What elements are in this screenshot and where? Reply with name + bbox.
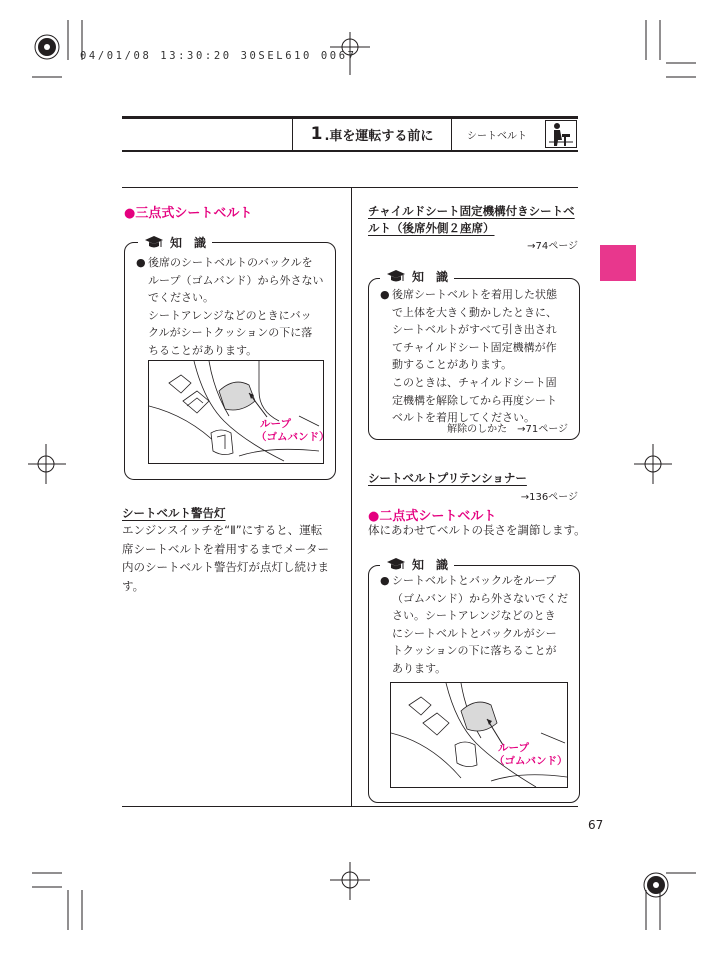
rubber-band-label: （ゴムバンド） [494, 755, 568, 767]
bullet-mark: ● [136, 256, 146, 269]
child-seat-heading-line-1: チャイルドシート固定機構付きシートベ [368, 204, 575, 218]
buckle-figure-right [390, 682, 568, 788]
loop-label: ループ [260, 418, 291, 430]
text-line: でください。 [148, 291, 214, 305]
text-line: 内のシートベルト警告灯が点灯し続けま [122, 560, 329, 574]
text-line: す。 [122, 578, 145, 593]
text-line: トクッションの下に落ちることが [392, 644, 557, 658]
content-top-rule [122, 187, 578, 188]
knowledge-title-text: 知 識 [412, 270, 449, 284]
knowledge-body-right-1 [380, 286, 576, 427]
mortarboard-icon [144, 235, 164, 251]
bullet-mark: ● [380, 288, 390, 301]
text-line: シートアレンジなどのときにバッ [148, 308, 312, 322]
knowledge-title-left [138, 234, 212, 251]
knowledge-title-text: 知 識 [412, 558, 449, 572]
knowledge-body-left [136, 254, 328, 360]
header-rule-bottom [122, 150, 578, 152]
release-ref: 解除のしかた →71ページ [447, 424, 568, 435]
footer-rule [122, 806, 578, 807]
text-line: このときは、チャイルドシート固 [392, 375, 557, 389]
text-line: エンジンスイッチを“Ⅱ”にすると、運転 [122, 523, 323, 537]
text-line: あります。 [392, 661, 447, 675]
text-line: ベルトを着用してください。 [392, 411, 535, 425]
text-line: シートベルトがすべて引き出され [392, 323, 557, 337]
text-line: で上体を大きく動かしたときに、 [392, 305, 557, 319]
bullet-mark: ● [380, 574, 390, 587]
print-info: 04/01/08 13:30:20 30SEL610 0067 [80, 50, 357, 62]
mortarboard-icon [386, 557, 406, 573]
figure-label-left [256, 418, 330, 444]
child-seat-heading [368, 203, 580, 237]
knowledge-body-right-2 [380, 572, 576, 678]
page-number: 67 [588, 818, 604, 832]
column-divider [351, 187, 352, 807]
knowledge-title-text: 知 識 [170, 236, 207, 250]
text-line: シートベルトとバックルをループ [392, 574, 557, 587]
pretensioner-heading: シートベルトプリテンショナー [368, 471, 527, 485]
text-line: クルがシートクッションの下に落 [148, 326, 313, 340]
chapter-text: .車を運転する前に [324, 128, 434, 144]
knowledge-title-right-2 [380, 556, 454, 573]
text-line: にシートベルトとバックルがシー [392, 626, 557, 640]
loop-label: ループ [498, 742, 529, 754]
text-line: （ゴムバンド）から外さないでくだ [392, 591, 568, 605]
seat-buckle-illustration [391, 683, 567, 787]
rubber-band-label: （ゴムバンド） [256, 431, 330, 443]
seat-buckle-illustration [149, 361, 323, 463]
knowledge-title-right-1 [380, 268, 454, 285]
text-line: 後席のシートベルトのバックルを [148, 256, 313, 269]
two-point-heading: ●二点式シートベルト [368, 509, 497, 524]
chapter-title [292, 118, 452, 150]
child-seat-heading-line-2: ルト（後席外側２座席） [368, 221, 495, 235]
three-point-heading: ●三点式シートベルト [124, 206, 253, 221]
figure-label-right [494, 742, 568, 768]
buckle-figure-left [148, 360, 324, 464]
text-line: てチャイルドシート固定機構が作 [392, 340, 557, 354]
text-line: 動することがあります。 [392, 358, 513, 372]
two-point-text: 体にあわせてベルトの長さを調節します。 [368, 523, 586, 537]
text-line: さい。シートアレンジなどのとき [392, 609, 556, 623]
section-label: シートベルト [467, 130, 527, 142]
text-line: 定機構を解除してから再度シート [392, 393, 557, 407]
mortarboard-icon [386, 269, 406, 285]
text-line: 席シートベルトを着用するまでメーター [122, 541, 329, 556]
chapter-tab [600, 245, 636, 281]
chapter-number: 1 [310, 124, 323, 144]
text-line: 後席シートベルトを着用した状態 [392, 288, 557, 301]
text-line: ループ（ゴムバンド）から外さない [148, 273, 324, 287]
child-seat-ref: →74ページ [527, 241, 578, 252]
warning-light-heading: シートベルト警告灯 [122, 506, 226, 520]
pretensioner-ref: →136ページ [520, 492, 578, 503]
warning-light-text [122, 521, 344, 595]
seatbelt-person-icon [545, 120, 577, 148]
text-line: ちることがあります。 [148, 343, 258, 357]
